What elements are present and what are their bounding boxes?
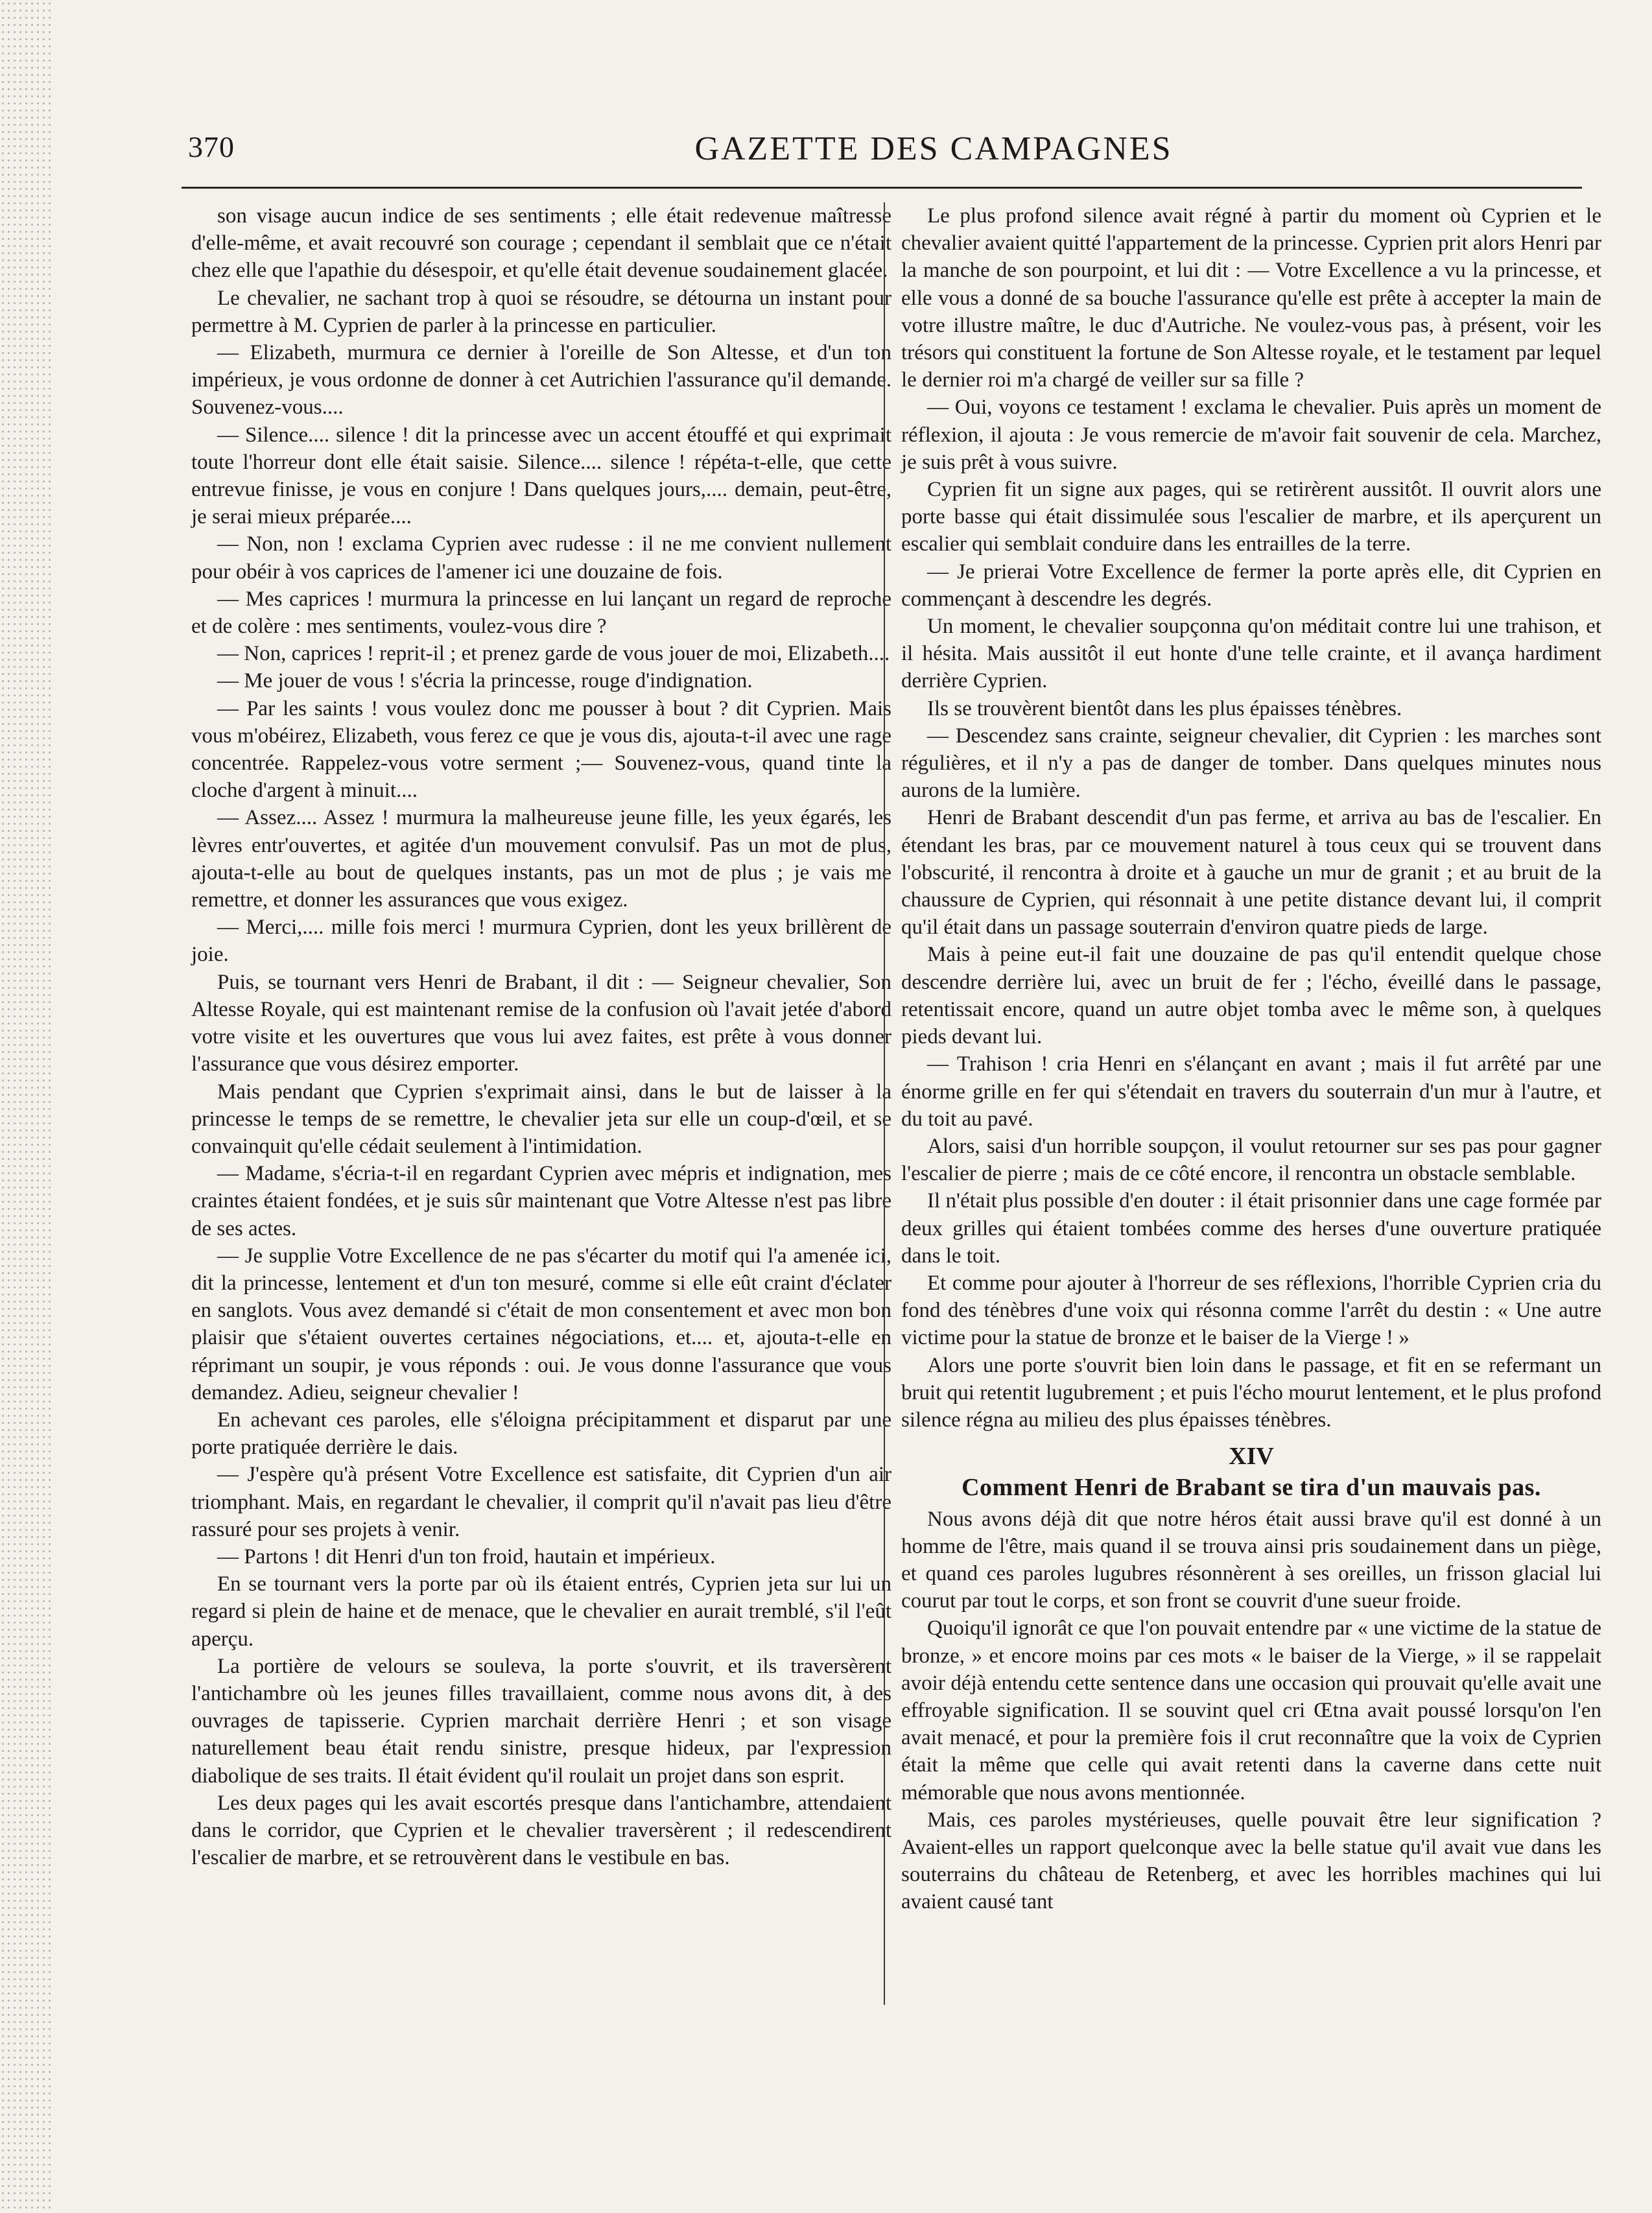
paragraph: Nous avons déjà dit que notre héros était aussi brave qu'il est donné à un homme de l'être, mais quand il se trouva ainsi pris soudainement dans un piège, et quand ces paroles lugubres résonnèrent à ses oreilles, un frisson glacial lui courut par tout le corps, et son front se couvrit d'une sueur froide. bbox=[901, 1507, 1601, 1613]
paragraph: — Mes caprices ! murmura la princesse en lui lançant un regard de reproche et de colère : mes sentiments, voulez-vous dire ? bbox=[191, 587, 891, 639]
paragraph: — Merci,.... mille fois merci ! murmura Cyprien, dont les yeux brillèrent de joie. bbox=[191, 916, 891, 967]
paragraph: — Par les saints ! vous voulez donc me pousser à bout ? dit Cyprien. Mais vous m'obéirez, Elizabeth, vous ferez ce que je vous dis, ajouta-t-il avec une rage concentrée. Rappelez-vous votre serment ;— Souvenez-vous, quand tinte la cloche d'argent à minuit.... bbox=[191, 696, 891, 803]
paragraph: — Trahison ! cria Henri en s'élançant en avant ; mais il fut arrêté par une énorme grille en fer qui s'étendait en travers du souterrain d'un mur à l'autre, et du toit au pavé. bbox=[901, 1052, 1601, 1131]
paragraph: Et comme pour ajouter à l'horreur de ses réflexions, l'horrible Cyprien cria du fond des ténèbres d'une voix qui résonna comme l'arrêt du destin : « Une autre victime pour la statue de bronze et le baiser de la Vierge ! » bbox=[901, 1271, 1601, 1350]
paragraph: — Descendez sans crainte, seigneur chevalier, dit Cyprien : les marches sont régulières, et il n'y a pas de danger de tomber. Dans quelques minutes nous aurons de la lumière. bbox=[901, 724, 1601, 803]
paragraph: — Oui, voyons ce testament ! exclama le chevalier. Puis après un moment de réflexion, il ajouta : Je vous remercie de m'avoir fait souvenir de cela. Marchez, je suis prêt à vous suivre. bbox=[901, 396, 1601, 474]
right-column-body bbox=[901, 202, 1601, 1434]
paragraph: Henri de Brabant descendit d'un pas ferme, et arriva au bas de l'escalier. En étendant les bras, par ce mouvement naturel à tous ceux qui se trouvent dans l'obscurité, il rencontra à droite et à gauche un mur de granit ; et au bruit de la chaussure de Cyprien, qui résonnait à une petite distance devant lui, il comprit qu'il était dans un passage souterrain d'environ quatre pieds de large. bbox=[901, 806, 1601, 940]
paragraph: Alors une porte s'ouvrit bien loin dans le passage, et fit en se refermant un bruit qui retentit lugubrement ; et puis l'écho mourut lentement, et le plus profond silence régna au milieu des plus épaisses ténèbres. bbox=[901, 1353, 1601, 1432]
paragraph: Mais à peine eut-il fait une douzaine de pas qu'il entendit quelque chose descendre derrière lui, avec un bruit de fer ; l'écho, éveillé dans le passage, retentissait encore, quand un autre objet tomba avec le même son, à quelques pieds devant lui. bbox=[901, 943, 1601, 1049]
paragraph: — Je prierai Votre Excellence de fermer la porte après elle, dit Cyprien en commençant à descendre les degrés. bbox=[901, 560, 1601, 611]
paragraph: Quoiqu'il ignorât ce que l'on pouvait entendre par « une victime de la statue de bronze, » et encore moins par ces mots « le baiser de la Vierge, » il se rappelait avoir déjà entendu cette sentence dans une occasion qui prouvait qu'elle avait une effroyable signification. Il se souvint quel cri Œtna avait poussé lorsqu'on l'en avait menacé, et pour la première fois il crut reconnaître que la voix de Cyprien était la même que celle qui avait retenti dans la caverne dans cette nuit mémorable que nous avons mentionnée. bbox=[901, 1616, 1601, 1805]
paragraph: — Non, caprices ! reprit-il ; et prenez garde de vous jouer de moi, Elizabeth.... bbox=[217, 642, 890, 666]
right-column bbox=[901, 202, 1601, 1916]
paragraph: La portière de velours se souleva, la porte s'ouvrit, et ils traversèrent l'antichambre où les jeunes filles travaillaient, comme nous avons dit, à des ouvrages de tapisserie. Cyprien marchait derrière Henri ; et son visage naturellement beau était rendu sinistre, presque hideux, par l'expression diabolique de ses traits. Il était évident qu'il roulait un projet dans son esprit. bbox=[191, 1654, 891, 1788]
paragraph: Les deux pages qui les avait escortés presque dans l'antichambre, attendaient dans le corridor, que Cyprien et le chevalier traversèrent ; il redescendirent l'escalier de marbre, et se retrouvèrent dans le vestibule en bas. bbox=[191, 1791, 891, 1870]
paragraph: — Elizabeth, murmura ce dernier à l'oreille de Son Altesse, et d'un ton impérieux, je vous ordonne de donner à cet Autrichien l'assurance qu'il demande. Souvenez-vous.... bbox=[191, 341, 891, 420]
paragraph: Cyprien fit un signe aux pages, qui se retirèrent aussitôt. Il ouvrit alors une porte basse qui était dissimulée sous l'escalier de marbre, et ils aperçurent un escalier qui semblait conduire dans les entrailles de la terre. bbox=[901, 478, 1601, 556]
paragraph: Il n'était plus possible d'en douter : il était prisonnier dans une cage formée par deux grilles qui étaient tombées comme des herses d'une ouverture pratiquée dans le toit. bbox=[901, 1189, 1601, 1268]
paragraph: — Silence.... silence ! dit la princesse avec un accent étouffé et qui exprimait toute l'horreur dont elle était saisie. Silence.... silence ! répéta-t-elle, que cette entrevue finisse, je vous en conjure ! Dans quelques jours,.... demain, peut-être, je serai mieux préparée.... bbox=[191, 423, 891, 529]
paragraph: — Non, non ! exclama Cyprien avec rudesse : il ne me convient nullement pour obéir à vos caprices de l'amener ici une douzaine de fois. bbox=[191, 532, 891, 584]
paragraph: — Partons ! dit Henri d'un ton froid, hautain et impérieux. bbox=[217, 1544, 716, 1568]
paragraph: Le chevalier, ne sachant trop à quoi se résoudre, se détourna un instant pour permettre à M. Cyprien de parler à la princesse en particulier. bbox=[191, 286, 891, 337]
left-column bbox=[191, 202, 891, 1871]
paragraph: Un moment, le chevalier soupçonna qu'on méditait contre lui une trahison, et il hésita. Mais aussitôt il eut honte d'une telle crainte, et il avança hardiment derrière Cyprien. bbox=[901, 615, 1601, 693]
scan-margin-noise bbox=[0, 0, 52, 2213]
paragraph: Le plus profond silence avait régné à partir du moment où Cyprien et le chevalier avaient quitté l'appartement de la princesse. Cyprien prit alors Henri par la manche de son pourpoint, et lui dit : — Votre Excellence a vu la princesse, et elle vous a donné de sa bouche l'assurance qu'elle est prête à accepter la main de votre illustre maître, le duc d'Autriche. Ne voulez-vous pas, à présent, voir les trésors qui constituent la fortune de Son Altesse royale, et le testament par lequel le dernier roi m'a chargé de veiller sur sa fille ? bbox=[901, 204, 1601, 392]
page-header bbox=[188, 130, 1575, 175]
journal-title: GAZETTE DES CAMPAGNES bbox=[694, 130, 1173, 167]
section-heading: Comment Henri de Brabant se tira d'un mauvais pas. bbox=[962, 1474, 1541, 1502]
paragraph: — Je supplie Votre Excellence de ne pas s'écarter du motif qui l'a amenée ici, dit la princesse, lentement et d'un ton mesuré, comme si elle eût craint d'éclater en sanglots. Vous avez demandé si c'était de mon consentement et avec mon bon plaisir que s'étaient ouvertes certaines négociations, et.... et, ajouta-t-elle en réprimant un soupir, je vous réponds : oui. Je vous donne l'assurance que vous demandez. Adieu, seigneur chevalier ! bbox=[191, 1244, 891, 1404]
paragraph: Mais pendant que Cyprien s'exprimait ainsi, dans le but de laisser à la princesse le temps de se remettre, le chevalier jeta sur elle un coup-d'œil, et se convainquit qu'elle cédait seulement à l'intimidation. bbox=[191, 1080, 891, 1158]
paragraph: — Madame, s'écria-t-il en regardant Cyprien avec mépris et indignation, mes craintes étaient fondées, et je suis sûr maintenant que Votre Altesse n'est pas libre de ses actes. bbox=[191, 1162, 891, 1240]
page-number: 370 bbox=[188, 130, 235, 163]
paragraph: En se tournant vers la porte par où ils étaient entrés, Cyprien jeta sur lui un regard si plein de haine et de menace, que le chevalier en aurait tremblé, s'il l'eût aperçu. bbox=[191, 1572, 891, 1651]
section-body bbox=[901, 1506, 1601, 1916]
paragraph: En achevant ces paroles, elle s'éloigna précipitamment et disparut par une porte pratiquée derrière le dais. bbox=[191, 1408, 891, 1460]
column-divider bbox=[884, 202, 885, 2005]
paragraph: — J'espère qu'à présent Votre Excellence est satisfaite, dit Cyprien d'un air triomphant. Mais, en regardant le chevalier, il comprit qu'il n'avait pas lieu d'être rassuré pour ses projets à venir. bbox=[191, 1463, 891, 1541]
paragraph: — Assez.... Assez ! murmura la malheureuse jeune fille, les yeux égarés, les lèvres entr'ouvertes, et agitée d'un mouvement convulsif. Pas un mot de plus, ajouta-t-elle au bout de quelques instants, pas un mot de plus ; je vais me remettre, et donner les assurances que vous exigez. bbox=[191, 806, 891, 912]
paragraph: Puis, se tournant vers Henri de Brabant, il dit : — Seigneur chevalier, Son Altesse Royale, qui est maintenant remise de la confusion où l'avait jetée d'abord votre visite et les ouvertures que vous lui avez faites, est prête à vous donner l'assurance que vous désirez emporter. bbox=[191, 970, 891, 1076]
section-number: XIV bbox=[1229, 1443, 1274, 1471]
paragraph: son visage aucun indice de ses sentiments ; elle était redevenue maîtresse d'elle-même, et avait recouvré son courage ; cependant il semblait que ce n'était chez elle que l'apathie du désespoir, et qu'elle était devenue soudainement glacée. bbox=[191, 204, 891, 283]
paragraph: Ils se trouvèrent bientôt dans les plus épaisses ténèbres. bbox=[927, 696, 1402, 720]
header-rule bbox=[182, 187, 1582, 189]
paragraph: Mais, ces paroles mystérieuses, quelle pouvait être leur signification ? Avaient-elles un rapport quelconque avec la belle statue qu'il avait vue dans les souterrains du château de Retenberg, et avec les horribles machines qui lui avaient causé tant bbox=[901, 1808, 1601, 1914]
paragraph: Alors, saisi d'un horrible soupçon, il voulut retourner sur ses pas pour gagner l'escalier de pierre ; mais de ce côté encore, il rencontra un obstacle semblable. bbox=[901, 1134, 1601, 1186]
paragraph: — Me jouer de vous ! s'écria la princesse, rouge d'indignation. bbox=[217, 669, 753, 693]
